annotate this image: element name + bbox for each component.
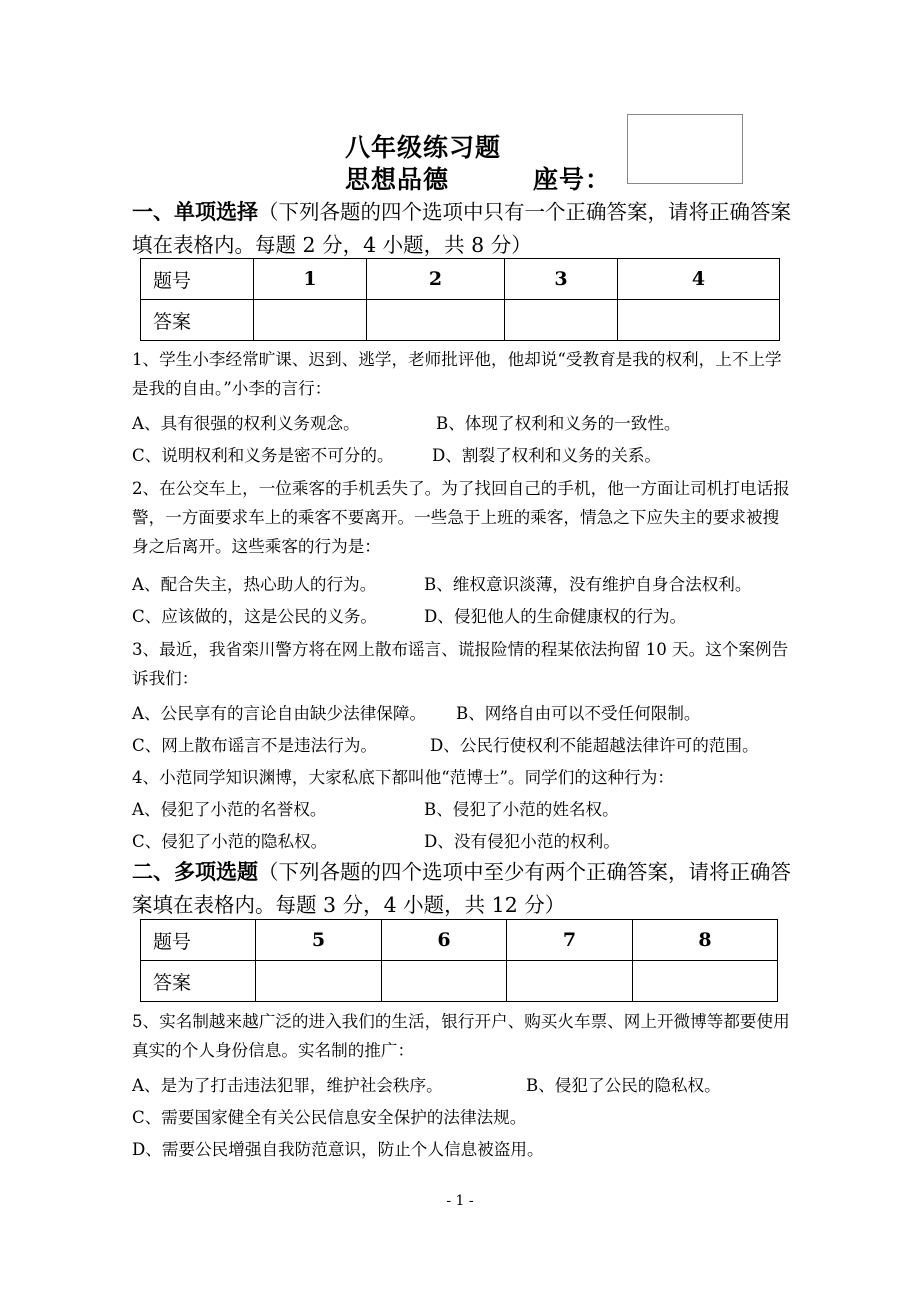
section2-answer-table [140, 919, 778, 1002]
option: D、公民行使权利不能超越法律许可的范围。 [430, 736, 759, 755]
answer-cell[interactable] [367, 300, 505, 341]
answer-cell[interactable] [633, 961, 778, 1002]
answer-cell[interactable] [507, 961, 633, 1002]
option: C、需要国家健全有关公民信息安全保护的法律法规。 [132, 1108, 527, 1127]
table-row [141, 920, 778, 961]
table-cell-label: 答案 [141, 961, 256, 1002]
subject-line [345, 160, 635, 196]
option: D、侵犯他人的生命健康权的行为。 [424, 607, 687, 626]
option: D、没有侵犯小范的权利。 [424, 832, 620, 851]
table-cell-number: 3 [505, 259, 618, 300]
table-cell-number: 2 [367, 259, 505, 300]
table-cell-number: 5 [256, 920, 382, 961]
table-cell-number: 6 [382, 920, 507, 961]
option: A、侵犯了小范的名誉权。 [132, 800, 327, 819]
table-cell-number: 8 [633, 920, 778, 961]
section2-instruction: （下列各题的四个选项中至少有两个正确答案，请将正确答案填在表格内。每题 3 分，4 小题，共 12 分） [132, 860, 791, 917]
option: D、需要公民增强自我防范意识，防止个人信息被盗用。 [132, 1140, 544, 1159]
table-cell-label: 题号 [141, 920, 256, 961]
option: B、侵犯了公民的隐私权。 [526, 1076, 721, 1095]
option: A、具有很强的权利义务观念。 [132, 414, 360, 433]
option: D、割裂了权利和义务的关系。 [432, 446, 662, 465]
option: A、公民享有的言论自由缺少法律保障。 [132, 704, 427, 723]
table-cell-label: 题号 [141, 259, 254, 300]
option: A、是为了打击违法犯罪，维护社会秩序。 [132, 1076, 443, 1095]
question-stem: 1、学生小李经常旷课、迟到、逃学，老师批评他，他却说“受教育是我的权利，上不上学是我的自由。”小李的言行： [132, 350, 782, 398]
question-stem: 4、小范同学知识渊博，大家私底下都叫他“范博士”。同学们的这种行为： [132, 768, 674, 787]
table-row [141, 259, 780, 300]
section1-answer-table [140, 258, 780, 341]
question-stem: 5、实名制越来越广泛的进入我们的生活，银行开户、购买火车票、网上开微博等都要使用真实的个人身份信息。实名制的推广： [132, 1012, 790, 1060]
option: A、配合失主，热心助人的行为。 [132, 575, 377, 594]
table-row [141, 300, 780, 341]
seat-number-box [627, 114, 743, 184]
answer-cell[interactable] [254, 300, 367, 341]
table-cell-number: 7 [507, 920, 633, 961]
question-stem: 3、最近，我省栾川警方将在网上散布谣言、谎报险情的程某依法拘留 10 天。这个案例告诉我们： [132, 640, 789, 688]
question-stem: 2、在公交车上，一位乘客的手机丢失了。为了找回自己的手机，他一方面让司机打电话报警，一方面要求车上的乘客不要离开。一些急于上班的乘客，情急之下应失主的要求被搜身之后离开。这些乘客的行为是： [132, 479, 790, 556]
table-cell-number: 4 [618, 259, 780, 300]
option: B、维权意识淡薄，没有维护自身合法权利。 [424, 575, 752, 594]
answer-cell[interactable] [618, 300, 780, 341]
seat-label: 座号： [533, 165, 612, 194]
option: B、网络自由可以不受任何限制。 [456, 704, 701, 723]
table-row [141, 961, 778, 1002]
option: B、体现了权利和义务的一致性。 [436, 414, 681, 433]
section2-heading: 二、多项选题（下列各题的四个选项中至少有两个正确答案，请将正确答案填在表格内。每题 3 分，4 小题，共 12 分） [132, 860, 791, 917]
option: B、侵犯了小范的姓名权。 [424, 800, 619, 819]
option: C、说明权利和义务是密不可分的。 [132, 446, 394, 465]
page-number: - 1 - [446, 1193, 474, 1209]
option: C、应该做的，这是公民的义务。 [132, 607, 378, 626]
answer-cell[interactable] [382, 961, 507, 1002]
answer-cell[interactable] [256, 961, 382, 1002]
subject-label: 思想品德 [345, 165, 450, 194]
section1-heading: 一、单项选择（下列各题的四个选项中只有一个正确答案，请将正确答案填在表格内。每题 2 分，4 小题，共 8 分） [132, 200, 791, 257]
exam-title: 八年级练习题 [345, 133, 502, 162]
option: C、侵犯了小范的隐私权。 [132, 832, 328, 851]
section1-instruction: （下列各题的四个选项中只有一个正确答案，请将正确答案填在表格内。每题 2 分，4 小题，共 8 分） [132, 200, 791, 257]
table-cell-label: 答案 [141, 300, 254, 341]
table-cell-number: 1 [254, 259, 367, 300]
option: C、网上散布谣言不是违法行为。 [132, 736, 378, 755]
answer-cell[interactable] [505, 300, 618, 341]
